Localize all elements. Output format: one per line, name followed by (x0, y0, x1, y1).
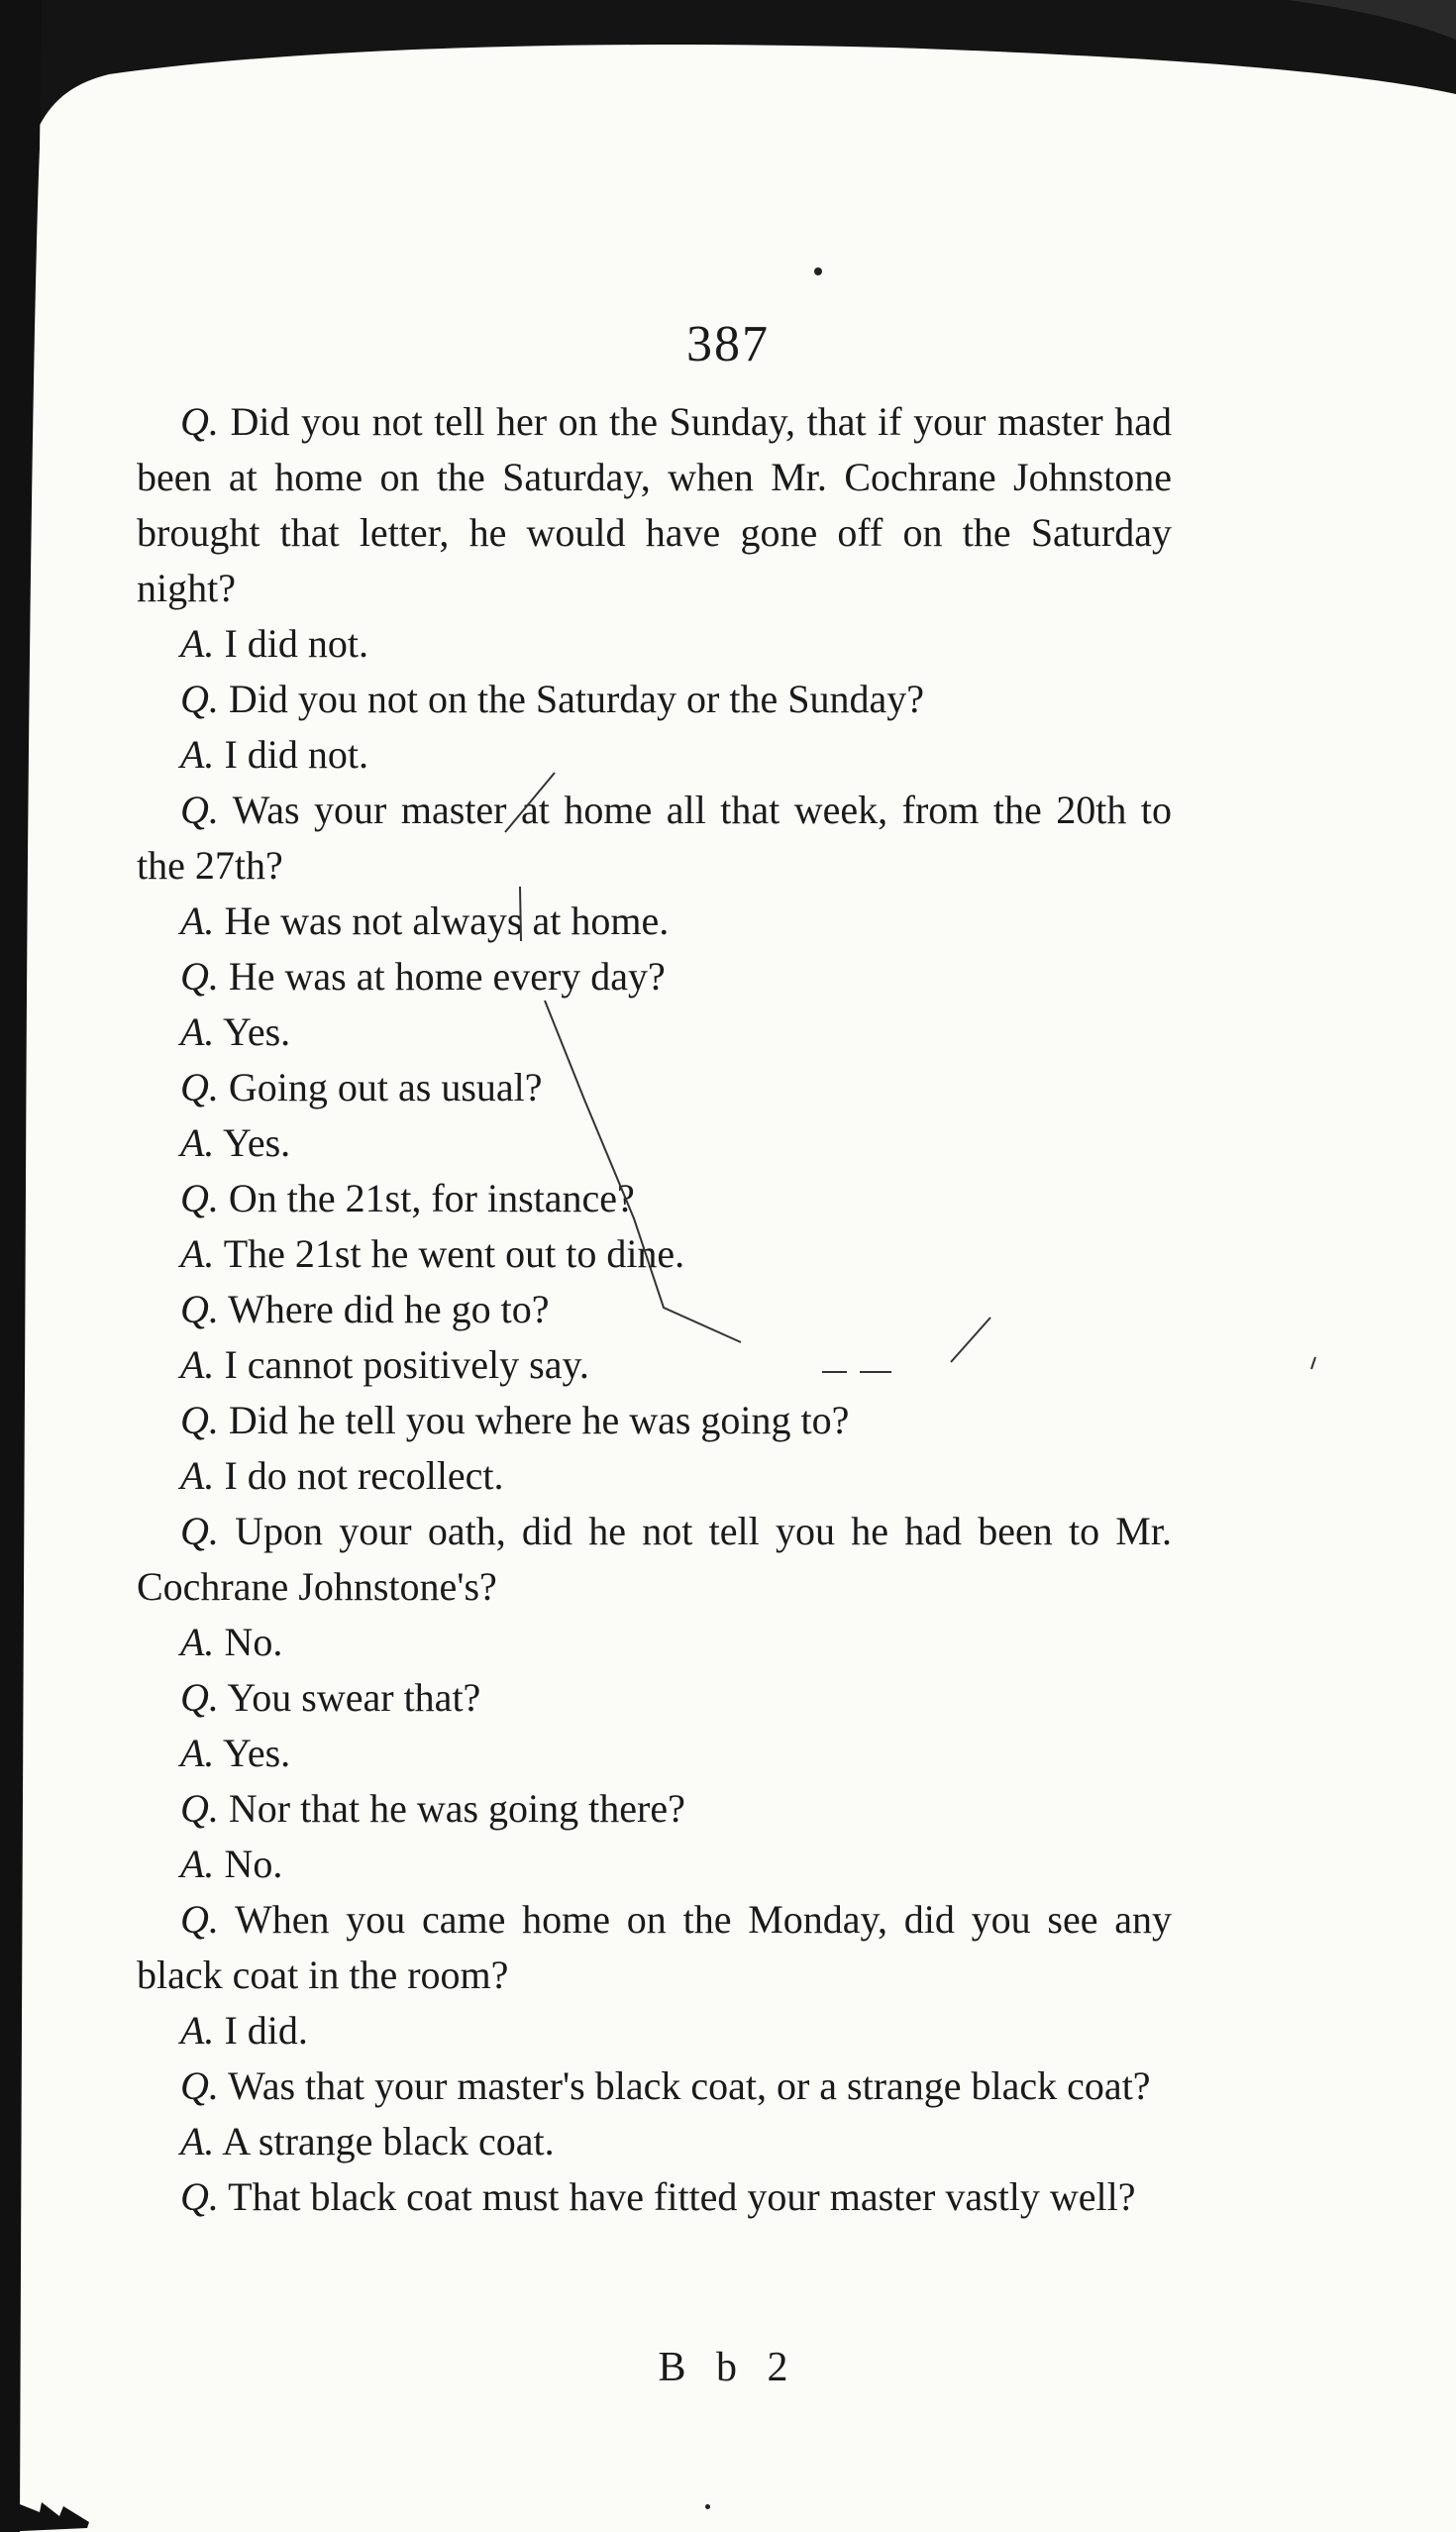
scan-shadow-left (0, 0, 69, 2532)
dialogue-text-content: Did you not tell her on the Sunday, that if your master had been at home on the Saturday, when Mr. Cochrane Johnstone brought that letter, he would have gone off on the Saturday night? (137, 399, 1172, 610)
speaker-label: A. (180, 898, 215, 943)
question-line (137, 949, 1172, 1004)
dialogue-text-content: I did not. (214, 732, 368, 777)
speaker-label: Q. (180, 1675, 219, 1720)
question-line (137, 1171, 1172, 1226)
dialogue-text-content: He was not always at home. (214, 898, 670, 943)
speaker-label: A. (180, 2008, 215, 2053)
question-line (137, 1892, 1172, 2003)
speaker-label: Q. (180, 2174, 219, 2219)
dialogue-text-content: The 21st he went out to dine. (214, 1231, 685, 1276)
speaker-label: Q. (180, 2063, 219, 2108)
answer-line (137, 894, 1172, 949)
speaker-label: Q. (180, 788, 219, 832)
dialogue-text-content: Did you not on the Saturday or the Sunday? (218, 677, 924, 721)
answer-line (137, 2003, 1172, 2058)
dialogue-text-content: I did not. (214, 621, 368, 666)
speaker-label: Q. (180, 1287, 219, 1331)
dialogue-text-content: Yes. (214, 1120, 291, 1165)
ink-dot-top (814, 267, 822, 275)
speaker-label: Q. (180, 1398, 219, 1442)
dialogue-text-content: Did he tell you where he was going to? (218, 1398, 850, 1442)
answer-line (137, 1226, 1172, 1282)
question-line (137, 394, 1172, 616)
dialogue-text-content: I do not recollect. (214, 1453, 504, 1498)
answer-line (137, 1448, 1172, 1504)
scan-artifact-bottom (0, 2477, 109, 2532)
speaker-label: A. (180, 1620, 215, 1664)
question-line (137, 1670, 1172, 1726)
answer-line (137, 727, 1172, 783)
speaker-label: A. (180, 1342, 215, 1387)
question-line (137, 1393, 1172, 1448)
answer-line (137, 1837, 1172, 1892)
answer-line (137, 2114, 1172, 2169)
dialogue-text-content: Going out as usual? (218, 1065, 543, 1109)
answer-line (137, 616, 1172, 672)
dialogue-text-content: No. (214, 1842, 283, 1886)
dialogue-text-content: That black coat must have fitted your master vastly well? (218, 2174, 1136, 2219)
speaker-label: Q. (180, 399, 219, 444)
dialogue-text-content: You swear that? (218, 1675, 481, 1720)
dialogue-text-content: Yes. (214, 1009, 291, 1054)
dialogue-text-content: Upon your oath, did he not tell you he had been to Mr. Cochrane Johnstone's? (137, 1509, 1172, 1609)
dialogue-text-content: I did. (214, 2008, 308, 2053)
question-line (137, 1282, 1172, 1337)
question-line (137, 1504, 1172, 1615)
speaker-label: Q. (180, 677, 219, 721)
dialogue-text (137, 394, 1172, 2225)
speaker-label: A. (180, 732, 215, 777)
answer-line (137, 1115, 1172, 1171)
dialogue-text-content: Where did he go to? (218, 1287, 550, 1331)
speaker-label: A. (180, 1731, 215, 1775)
dialogue-text-content: On the 21st, for instance? (218, 1176, 635, 1220)
dialogue-text-content: When you came home on the Monday, did you see any black coat in the room? (137, 1897, 1172, 1997)
speaker-label: Q. (180, 1065, 219, 1109)
dialogue-text-content: No. (214, 1620, 283, 1664)
speaker-label: A. (180, 621, 215, 666)
speaker-label: A. (180, 1009, 215, 1054)
dialogue-text-content: Was that your master's black coat, or a strange black coat? (218, 2063, 1151, 2108)
speaker-label: Q. (180, 1786, 219, 1831)
question-line (137, 2058, 1172, 2114)
speaker-label: Q. (180, 1897, 219, 1942)
answer-line (137, 1615, 1172, 1670)
speaker-label: A. (180, 2119, 215, 2163)
dialogue-text-content: I cannot positively say. (214, 1342, 589, 1387)
speaker-label: Q. (180, 1509, 219, 1553)
page-number: 387 (686, 316, 770, 372)
speaker-label: A. (180, 1453, 215, 1498)
question-line (137, 672, 1172, 727)
speaker-label: A. (180, 1231, 215, 1276)
dialogue-text-content: He was at home every day? (218, 954, 666, 999)
question-line (137, 1781, 1172, 1837)
dialogue-text-content: Was your master at home all that week, from the 20th to the 27th? (137, 788, 1172, 888)
question-line (137, 2169, 1172, 2225)
answer-line (137, 1337, 1172, 1393)
speaker-label: A. (180, 1842, 215, 1886)
answer-line (137, 1004, 1172, 1060)
dialogue-text-content: A strange black coat. (214, 2119, 555, 2163)
speaker-label: A. (180, 1120, 215, 1165)
question-line (137, 783, 1172, 894)
answer-line (137, 1726, 1172, 1781)
scan-shadow-top (0, 0, 1456, 149)
ink-dot-bottom (705, 2504, 710, 2509)
speaker-label: Q. (180, 1176, 219, 1220)
dialogue-text-content: Yes. (214, 1731, 291, 1775)
speaker-label: Q. (180, 954, 219, 999)
question-line (137, 1060, 1172, 1115)
dialogue-text-content: Nor that he was going there? (218, 1786, 685, 1831)
signature-mark: B b 2 (658, 2345, 798, 2390)
